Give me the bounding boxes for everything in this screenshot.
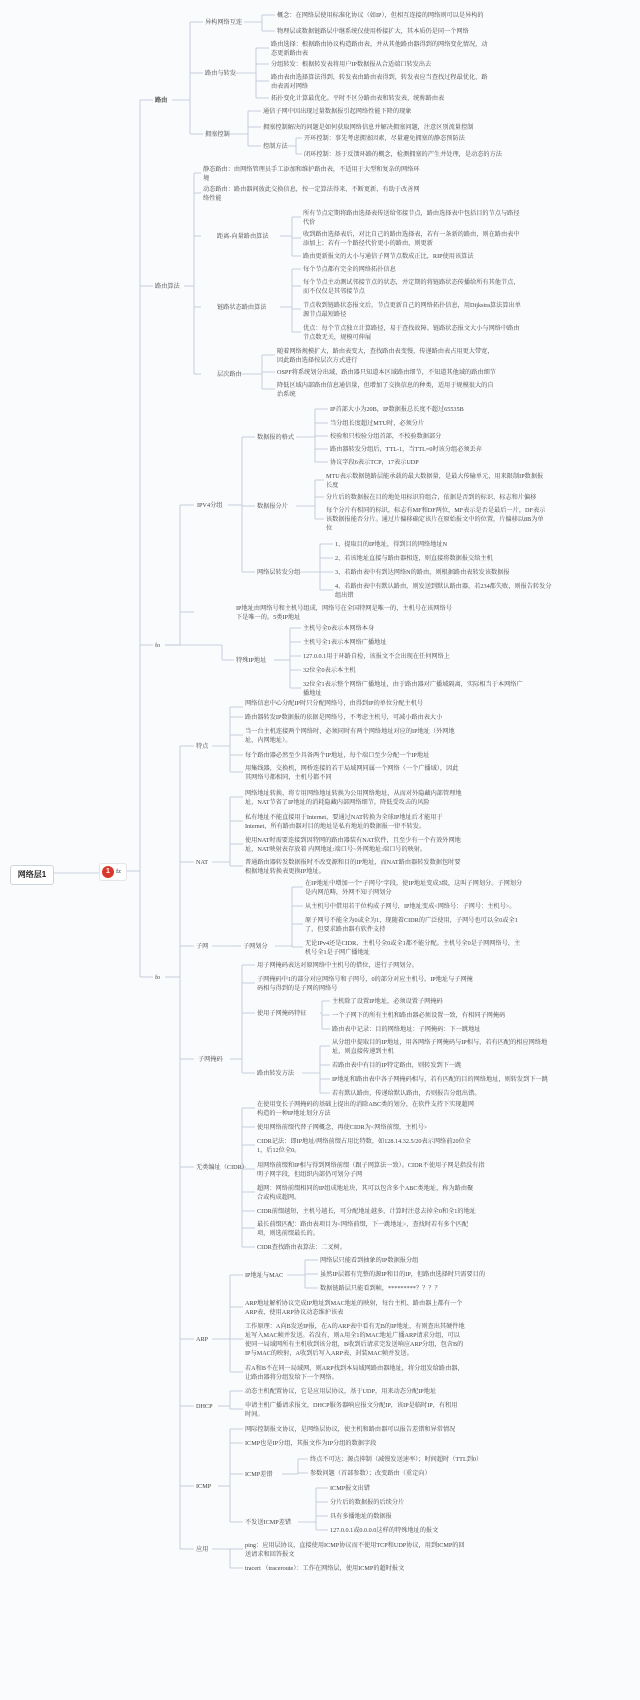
node-n-zw2[interactable]: 从主机号中借用若干位构成子网号，IP地址变成<网络号：子网号：主机号>。 — [305, 902, 516, 910]
node-n-ts1[interactable]: 主机号全0表示本网络本身 — [303, 624, 375, 632]
node-n-cc1b[interactable]: 因此路由选择按层次方式进行 — [277, 356, 358, 364]
node-n-fp1b[interactable]: 长度 — [326, 481, 339, 489]
node-n-cidr4[interactable]: 用网络前缀和IP相与得到网络前缀（跟子网算法一致）。CIDR不使用子网是指没有指 — [257, 1161, 485, 1169]
node-n-arp2c[interactable]: 使同一局域网所有主机收到该分组，B收到后请求完发送响应ARP分组，包含B的 — [245, 1340, 464, 1348]
node-n-icmpcc[interactable]: ICMP差错 — [245, 1470, 273, 1478]
node-n-zfa1[interactable]: 1、提取目的IP地址，得到目的网络地址N — [335, 540, 448, 548]
node-L1c[interactable]: fo — [155, 973, 161, 981]
node-n-cidr5[interactable]: 超网：网络前缀相同的IP组成地址块，其可以包含多个ABC类地址，称为路由聚 — [257, 1184, 474, 1192]
node-n-jl[interactable]: 距离-向量路由算法 — [217, 232, 269, 240]
node-n-ipv4[interactable]: IPV4分组 — [197, 501, 223, 509]
node-n-dhcp2b[interactable]: 时间。 — [245, 1410, 264, 1418]
node-n-ym2b[interactable]: 码相与得到的是子网的网络号 — [257, 984, 338, 992]
node-n-zfa4[interactable]: 4、若路由表中有默认路由，则发送到默认路由器，若234都失败，则报告转发分 — [335, 582, 552, 590]
node-n-td3b[interactable]: 址，内网地址）。 — [245, 736, 292, 744]
node-n-arp[interactable]: ARP — [196, 1335, 209, 1343]
node-n-lsa[interactable]: 链路状态路由算法 — [217, 303, 267, 311]
node-n-jl2b[interactable]: 添加上；若有一个路径代价更小的路由，则更新 — [303, 239, 433, 247]
node-n-zw1[interactable]: 在IP地址中增加一个"子网号"字段，使IP地址变成3级，这叫子网划分。子网划分 — [305, 879, 523, 887]
node-n-ts3[interactable]: 127.0.0.1用于环路自检，该报文不会出现在任何网络上 — [303, 652, 450, 660]
node-n-arp3b[interactable]: 让路由器将分组发给下一个网络。 — [245, 1373, 338, 1381]
node-n-cidr8[interactable]: CIDR查找路由表算法：二叉树。 — [257, 1243, 347, 1251]
node-n-cidr3[interactable]: CIDR记法：即IP地址/网络前缀占用比特数，如128.14.32.5/20表示网络前20位全 — [257, 1137, 471, 1145]
node-n-lyzf2[interactable]: 若路由表中有目的IP特定路由，则转发到下一跳 — [332, 1061, 462, 1069]
node-n-nat1b[interactable]: 址，NAT节省了IP地址的消耗隐藏内部网络细节，降低受攻击的风险 — [245, 798, 430, 806]
node-n-jl1[interactable]: 所有节点定期将路由选择表传送给邻接节点，路由选择表中包括目的节点与路径 — [303, 209, 520, 217]
node-n-lsa1[interactable]: 每个节点都有完全的网络拓扑信息 — [303, 265, 396, 273]
node-n-nat2[interactable]: 私有地址不能直接用于Internet，要通过NAT转换为全球IP地址后才能用于 — [245, 813, 443, 821]
node-n-icmpcc1[interactable]: 终点不可达；源点抑制（减慢发送速率）；时间超时（TTL到0） — [310, 1455, 483, 1463]
node-n-gs2[interactable]: 当分组长度超过MTU时，必须分片 — [330, 419, 425, 427]
node-n-cidr7[interactable]: 最长前缀匹配：路由表项目为<网络前缀，下一跳地址>，查找时若有多个匹配 — [257, 1220, 469, 1228]
node-n-ys2[interactable]: 拥塞控制解决的问题是如何获取网络信息并解决拥塞问题，注意区别流量控制 — [263, 123, 474, 131]
node-n-hulian[interactable]: 异构网络互连 — [205, 18, 243, 26]
node-n-td2[interactable]: 路由器转发IP数据报的依据是网络号，不考虑主机号，可减小路由表大小 — [245, 713, 443, 721]
node-n-sf1[interactable]: 静态路由：由网络管理员手工添加和维护路由表，不适用于大型和复杂的网络环 — [203, 165, 420, 173]
node-n-arp2b[interactable]: 址写入MAC帧并发送。若没有，则A用全1的MAC地址广播ARP请求分组，可以 — [245, 1331, 460, 1339]
root-badge — [99, 863, 127, 881]
node-n-ts2[interactable]: 主机号全1表示本网络广播地址 — [303, 638, 387, 646]
node-n-zw4[interactable]: 无论IPv4还是CIDR，主机号全0或全1都不能分配。主机号全0是子网网络号，主 — [305, 939, 521, 947]
node-n-cidr1[interactable]: 在使用变长子网掩码的基础上提出的消除ABC类的划分，在软件支持下实现超网 — [257, 1100, 474, 1108]
node-n-zfa3[interactable]: 3、若路由表中有到达网络N的路由，则根据路由表转发该数据报 — [335, 568, 510, 576]
node-n-icmp1[interactable]: 网际控制报文协议，是网络层协议，使主机和路由器可以报告差错和异常情况 — [245, 1425, 456, 1433]
node-n-ipmac1[interactable]: 网络层只能看到抽象的IP数据报分组 — [320, 1256, 419, 1264]
node-n-arp1[interactable]: ARP地址解析协议完成IP地址到MAC地址的映射，每台主机、路由器上都有一个 — [245, 1299, 463, 1307]
node-n-td5b[interactable]: 其网络号都相同，主机号都不同 — [245, 773, 332, 781]
node-n-lsa4[interactable]: 优点：每个节点独立计算路径，易于查找故障。链路状态报文大小与网络中路由 — [303, 324, 520, 332]
node-n-ns4[interactable]: 127.0.0.1或0.0.0.0这样的特殊地址的报文 — [330, 1526, 439, 1534]
node-n-suanfa[interactable]: 路由算法 — [155, 282, 180, 290]
node-n-zf1[interactable]: 路由选择：根据路由协议构造路由表，并从其他路由器得到的网络变化情况，动 — [271, 40, 488, 48]
node-n-yy2[interactable]: tracert （traceroute）：工作在网络层，使用ICMP的超时报文 — [245, 1564, 405, 1572]
node-n-dhcp2[interactable]: 申请主机广播请求报文，DHCP服务器响应报文分配IP，该IP是临时IP，有租用 — [245, 1401, 458, 1409]
node-n-lyzf3[interactable]: IP地址和路由表中各子网掩码相与，若有匹配的目的网络地址，则转发到下一跳 — [332, 1075, 548, 1083]
node-n-td4[interactable]: 每个路由器必然至少具备两个IP地址，每个端口至少分配一个IP地址 — [245, 751, 430, 759]
node-n-ts5b[interactable]: 播地址 — [303, 689, 322, 697]
node-n-cidr5b[interactable]: 合或构成超网。 — [257, 1193, 301, 1201]
node-n-cidr7b[interactable]: 项，则选前缀最长的。 — [257, 1229, 319, 1237]
node-n-zw4b[interactable]: 机号全1是子网广播地址 — [305, 948, 370, 956]
node-n-cidr6[interactable]: CIDR前缀越短，主机号越长，可分配地址越多，计算时注意去掉全0和全1的地址 — [257, 1207, 476, 1215]
node-n-ipmac2[interactable]: 虽然IP层都有完整的源IP和目的IP，但路由选择时只需要目的 — [320, 1270, 486, 1278]
node-n-geshi[interactable]: 数据报的格式 — [257, 433, 295, 441]
node-n-nat4b[interactable]: 根据地址转换表更换IP地址。 — [245, 867, 325, 875]
node-n-zf4[interactable]: 拓扑变化计算最优化。平时不区分路由表和转发表，统称路由表 — [271, 94, 445, 102]
node-n-cidr3b[interactable]: 1，后12位全0。 — [257, 1146, 301, 1154]
node-n-gs3[interactable]: 校验和只校验分组首部，不校验数据部分 — [330, 432, 442, 440]
node-n-jl1b[interactable]: 代价 — [303, 218, 316, 226]
node-n-ymtz[interactable]: 使用子网掩码特征 — [257, 1009, 307, 1017]
node-n-fenpian[interactable]: 数据报分片 — [257, 502, 288, 510]
node-n-zf1b[interactable]: 态更新路由表 — [271, 49, 309, 57]
node-n-lsa3b[interactable]: 源节点最短路径 — [303, 310, 347, 318]
node-n-arp2[interactable]: 工作原理：A向B发送IP报，在A的ARP表中看有无B的IP地址，有则查出其硬件地 — [245, 1322, 465, 1330]
node-n-nat[interactable]: NAT — [196, 858, 209, 866]
node-n-nat3[interactable]: 使用NAT时需要连接到因特网的路由器装有NAT软件，且至少有一个有效外网地 — [245, 836, 461, 844]
node-n-fp2[interactable]: 分片后的数据报在目的地处用标识符组合，依据是否到的标识、标志和片偏移 — [326, 493, 537, 501]
node-n-lsa2b[interactable]: 而不仅仅是其邻接节点 — [303, 287, 365, 295]
badge-label: fz — [116, 868, 122, 875]
node-n-nosend[interactable]: 不发送ICMP差错 — [245, 1518, 292, 1526]
node-n-cidr4b[interactable]: 明子网字段，但组织内部仍可划分子网 — [257, 1170, 363, 1178]
node-n-nat4[interactable]: 普通路由器转发数据报时不改变源和目的IP地址，而NAT路由器转发数据包时要 — [245, 858, 461, 866]
node-n-yy1b[interactable]: 送请求和回答报文 — [245, 1550, 295, 1558]
node-n-ns3[interactable]: 具有多播地址的数据报 — [330, 1512, 392, 1520]
node-n-icmp2[interactable]: ICMP也是IP分组，其报文作为IP分组的数据字段 — [245, 1439, 377, 1447]
node-n-zf3[interactable]: 路由表由选择算法得到，转发表由路由表得到，转发表应当查找过程最优化，路 — [271, 73, 488, 81]
node-n-ymtz2[interactable]: 一个子网下的所有主机和路由器必须设置一致，有相同子网掩码 — [332, 1011, 506, 1019]
node-n-cidr[interactable]: 无类编址（CIDR） — [196, 1163, 248, 1171]
node-n-td1[interactable]: 网络信息中心分配IP时只分配网络号，由得到IP的单位分配主机号 — [245, 699, 424, 707]
node-n-cc2[interactable]: OSPF将系统划分出域，路由器只知道本区域路由细节，不知道其他域的路由细节 — [277, 368, 496, 376]
node-n-fo-ab[interactable]: 下是唯一的。5类IP地址 — [236, 613, 301, 621]
node-n-hulian2[interactable]: 物理层或数据链路层中继系统仅使用桥接扩大，其本质仍是同一个网络 — [277, 27, 469, 35]
node-n-ym[interactable]: 子网掩码 — [198, 1055, 223, 1063]
node-n-zw3b[interactable]: 了，但要求路由器有软件支持 — [305, 925, 386, 933]
node-n-ns2[interactable]: 分片后的数据报的后续分片 — [330, 1498, 405, 1506]
node-n-ipmac[interactable]: IP地址与MAC — [245, 1271, 284, 1279]
node-n-lyzf1[interactable]: 从分组中提取目的IP地址，用各网络子网掩码与IP相与，若有匹配的相应网络地 — [332, 1038, 548, 1046]
node-n-lyzf4[interactable]: 若有默认路由，传递给默认路由，否则报告分组出错。 — [332, 1089, 481, 1097]
node-n-yingyong[interactable]: 应用 — [196, 1545, 209, 1553]
node-n-yongse[interactable]: 拥塞控制 — [205, 130, 230, 138]
node-n-zw3[interactable]: 原子网号不能全为0或全为1，现随着CIDR的广泛使用，子网号也可以全0或全1 — [305, 916, 518, 924]
node-n-sf2b[interactable]: 络性能 — [203, 194, 222, 202]
node-n-jl2[interactable]: 收到路由选择表后，对比自己的路由选择表，若有一条新的路由，则在路由表中 — [303, 230, 520, 238]
node-n-icmpcc2[interactable]: 参数问题（首部参数）；改变路由（重定向） — [310, 1469, 431, 1477]
node-n-hulian1[interactable]: 概念：在网络层使用标准化协议（如IP），但相互连接的网络则可以是异构的 — [277, 11, 484, 19]
node-n-lyzf[interactable]: 路由转发方法 — [257, 1069, 295, 1077]
node-n-ziwang[interactable]: 子网 — [196, 942, 209, 950]
node-n-yy1[interactable]: ping：应用层协议，直接使用ICMP协议而不使用TCP和UDP协议，用到ICMP的回 — [245, 1541, 465, 1549]
node-n-nat2b[interactable]: Internet，所有路由器对目的地址是私有地址的数据报一律不转发。 — [245, 822, 426, 830]
node-n-ymtz1[interactable]: 主机除了设置IP地址，必须设置子网掩码 — [332, 997, 443, 1005]
node-n-ys3[interactable]: 控制方法 — [263, 142, 288, 150]
node-n-ipmac3[interactable]: 数据链路层只能看到帧，*********？？？？ — [320, 1284, 441, 1292]
node-n-fp1[interactable]: MTU表示数据链路层能承载的最大数据量，是最大传输单元，用来限制IP数据报 — [326, 472, 544, 480]
node-n-tesu[interactable]: 特殊IP地址 — [236, 656, 267, 664]
node-n-nat3b[interactable]: 址，NAT映射表存放着 内网地址:端口号~外网地址:端口号的映射。 — [245, 845, 427, 853]
node-n-zfa4b[interactable]: 组出错 — [335, 591, 354, 599]
node-n-lyzf1b[interactable]: 址，则直接传递到主机 — [332, 1047, 394, 1055]
node-n-ts5[interactable]: 32位全1表示整个网络广播地址，由于路由器对广播域隔离，实际相当于本网络广 — [303, 680, 523, 688]
node-n-jl3[interactable]: 路由更新报文的大小与通信子网节点数成正比，RIP使用该算法 — [303, 252, 474, 260]
node-n-nat1[interactable]: 网络地址转换，将专用网络地址转换为公用网络地址，从而对外隐藏内部管理地 — [245, 789, 462, 797]
node-n-tedian[interactable]: 特点 — [196, 742, 209, 750]
node-n-ym1[interactable]: 用子网掩码表达对原网络中主机号的借位，进行子网划分。 — [257, 961, 418, 969]
node-n-cc3b[interactable]: 治系统 — [277, 390, 296, 398]
node-n-ys3b[interactable]: 闭环控制：基于反馈环路的概念，检测拥塞的产生并处理，是动态的方法 — [304, 150, 502, 158]
node-n-cidr1b[interactable]: 构造的一种IP地址划分方法 — [257, 1109, 331, 1117]
node-n-fo-a[interactable]: IP地址由网络号和主机号组成，网络号在全国特网是唯一的，主机号在该网络号 — [236, 604, 452, 612]
node-n-fp3c[interactable]: 位 — [326, 524, 333, 532]
node-L1b[interactable]: fo — [155, 641, 161, 649]
node-n-ymtz3[interactable]: 路由表中记录：目的网络地址：子网掩码：下一跳地址 — [332, 1025, 481, 1033]
node-n-cc3[interactable]: 降低区域内部路由信息通信量，但增加了交换信息的种类，适用于规模很大的自 — [277, 381, 494, 389]
node-n-gs1[interactable]: IP首部大小为20B，IP数据报总长度不超过65535B — [330, 405, 464, 413]
node-n-sf1b[interactable]: 境 — [203, 174, 210, 182]
node-n-ns1[interactable]: ICMP报文出错 — [330, 1484, 370, 1492]
node-n-fp3b[interactable]: 该数据报能否分片。通过片偏移确定该片在原始报文中的位置，片偏移以8B为单 — [326, 515, 544, 523]
node-n-zhuanfa[interactable]: 网络层转发分组 — [257, 568, 301, 576]
node-n-zwhf[interactable]: 子网划分 — [243, 942, 268, 950]
node-n-zw1b[interactable]: 是内网范畴，外网不知子网划分 — [305, 888, 392, 896]
node-n-lsa3[interactable]: 节点收到链路状态报文后，节点更新自己的网络拓扑信息，用Dijkstra算法算出单 — [303, 301, 521, 309]
node-n-cidr2[interactable]: 使用网络前缀代替子网概念，再使CIDR为<网络前缀，主机号> — [257, 1123, 428, 1131]
node-n-lsa4b[interactable]: 节点数无关，规模可伸展 — [303, 333, 372, 341]
node-n-luyouzf[interactable]: 路由与转发 — [205, 69, 236, 77]
node-n-arp3[interactable]: 若A和B不在同一局域网，则ARP找到本局域网路由器地址，将分组发给路由器， — [245, 1364, 464, 1372]
node-n-ym2[interactable]: 子网掩码中1的部分对应网络号和子网号，0的部分对应主机号。IP地址与子网掩 — [257, 975, 473, 983]
node-n-fp3[interactable]: 每个分片有相同的标识，标志有MF和DF两位，MF表示是否是最后一片，DF表示 — [326, 506, 546, 514]
node-n-zf3b[interactable]: 由表需对网络 — [271, 82, 309, 90]
node-n-td5[interactable]: 用集线器，交换机，网桥连接的若干局域网同属一个网络（一个广播域），因此 — [245, 764, 459, 772]
node-n-arp1b[interactable]: ARP表，使用ARP协议动态维护该表 — [245, 1308, 344, 1316]
badge-number: 1 — [102, 866, 114, 878]
node-n-zf2[interactable]: 分组转发：根据转发表将用户IP数据报从合适端口转发出去 — [271, 60, 432, 68]
node-n-dhcp[interactable]: DHCP — [196, 1402, 213, 1410]
node-n-cc1[interactable]: 随着网络规模扩大，路由表变大，查找路由表变慢，传递路由表占用更大带宽， — [277, 347, 494, 355]
node-L1a[interactable]: 路由 — [155, 96, 168, 104]
node-n-gs5[interactable]: 协议字段6表示TCP，17表示UDP — [330, 458, 419, 466]
node-n-ys1[interactable]: 通信子网中因出现过量数据报引起网络性能下降的现象 — [263, 107, 412, 115]
node-n-cengci[interactable]: 层次路由 — [217, 370, 242, 378]
node-n-zfa2[interactable]: 2、若该地址直接与路由器相连，则直接将数据报交给主机 — [335, 554, 493, 562]
node-n-arp2d[interactable]: IP与MAC的映射，A收到后写入ARP表，封装MAC帧并发送。 — [245, 1349, 413, 1357]
node-n-lsa2[interactable]: 每个节点主动测试邻接节点的状态，并定期的将链路状态传播给所有其他节点， — [303, 278, 520, 286]
node-n-gs4[interactable]: 路由器转发分组后，TTL-1，当TTL=0时该分组必须丢弃 — [330, 445, 482, 453]
node-n-ts4[interactable]: 32位全0表示本主机 — [303, 666, 356, 674]
node-n-dhcp1[interactable]: 动态主机配置协议，它是应用层协议，基于UDP，用来动态分配IP地址 — [245, 1387, 437, 1395]
node-n-icmp[interactable]: ICMP — [196, 1482, 212, 1490]
node-n-sf2[interactable]: 动态路由：路由器间彼此交换信息，按一定算法得来，不断更新，有助于改善网 — [203, 185, 420, 193]
node-n-ys3a[interactable]: 开环控制：事先考虑拥塞因素，尽量避免拥塞的静态预防法 — [304, 134, 465, 142]
root-node[interactable]: 网络层1 — [10, 865, 54, 885]
node-n-td3[interactable]: 当一台主机连接两个网络时，必须同时有两个网络地址对应的IP地址（外网地 — [245, 727, 455, 735]
